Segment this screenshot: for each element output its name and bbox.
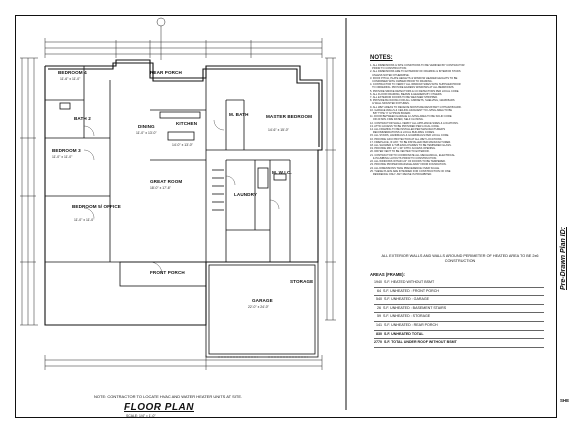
room-label: BATH 2 bbox=[74, 116, 91, 121]
room-dims: 11'-0" x 13'-0" bbox=[136, 131, 157, 135]
note-line: 12. CONTRACTOR SHALL VERIFY ALL APPLIANCE SIZES & LOCATIONS. bbox=[370, 121, 459, 125]
room-dims: 14'-6" x 15'-0" bbox=[268, 128, 289, 132]
room-label: FRONT PORCH bbox=[150, 270, 185, 275]
area-line: 64 S.F. UNHEATED : FRONT PORCH bbox=[374, 288, 544, 297]
room-label: M. BATH bbox=[229, 112, 249, 117]
notes-heading: NOTES: bbox=[370, 55, 393, 61]
note-line: RESIDENCE ONLY. ANY REUSE IS PROHIBITED. bbox=[370, 172, 432, 176]
sheet-label: SHE bbox=[560, 398, 570, 403]
room-label: KITCHEN bbox=[176, 121, 198, 126]
area-line: 26 S.F. UNHEATED : BASEMENT STAIRS bbox=[374, 305, 544, 314]
note-line: 21. CONTRACTOR TO COORDINATE ALL MECHANICAL, ELECTRICAL bbox=[370, 153, 455, 157]
hvac-note: NOTE: CONTRACTOR TO LOCATE HVAC AND WATER HEATER UNITS AT SITE. bbox=[94, 394, 243, 399]
note-line: 19. PROVIDE MIN. 22" x 30" ATTIC ACCESS OPENING. bbox=[370, 147, 436, 151]
note-line: 8. PROVIDE BLOCKING FOR ALL CABINETS, SHELVING, GRAB BARS bbox=[370, 99, 455, 103]
notes-list bbox=[370, 64, 550, 176]
room-dims: 22'-0" x 24'-0" bbox=[248, 305, 269, 309]
area-line: 1940 S.F. HEATED WITHOUT BSMT bbox=[374, 279, 544, 288]
note-line: 25. THESE PLANS ARE INTENDED FOR CONSTRUCTION OF ONE bbox=[370, 169, 451, 173]
note-line: & PLUMBING LAYOUTS PRIOR TO CONSTRUCTION. bbox=[370, 156, 438, 160]
note-line: 24. ALL DIMENSIONS TAKE PRECEDENCE OVER SCALE. bbox=[370, 166, 440, 170]
note-line: & WALL MOUNTED FIXTURES. bbox=[370, 102, 410, 106]
areas-heading: AREAS (FRAME): bbox=[370, 272, 405, 277]
room-label: BEDROOM 3 bbox=[52, 148, 81, 153]
note-line: 22. ALL WINDOWS WITHIN 24" OF DOORS TO BE TEMPERED. bbox=[370, 160, 446, 164]
note-line: 10. GARAGE WALLS & CEILING ADJACENT TO LIVING AREA TO BE bbox=[370, 108, 452, 112]
note-line: 15. ALL STAIRS, HANDRAILS & GUARDRAILS PER LOCAL CODE. bbox=[370, 134, 450, 138]
room-dims: 14'-0" x 13'-0" bbox=[172, 143, 193, 147]
note-line: 18. ALL SHOWER & TUB ENCLOSURES TO BE TEMPERED GLASS. bbox=[370, 144, 452, 148]
room-label: GREAT ROOM bbox=[150, 179, 183, 184]
room-dims: 18'-0" x 17'-6" bbox=[150, 186, 171, 190]
area-line: 540 S.F. UNHEATED : GARAGE bbox=[374, 296, 544, 305]
note-line: 5. PROVIDE SMOKE DETECTORS & CO DETECTORS PER LOCAL CODE. bbox=[370, 89, 460, 93]
perimeter-note: ALL EXTERIOR WALLS AND WALLS AROUND PERIMETER OF HEATED AREA TO BE 2x6 CONSTRUCTION bbox=[381, 254, 539, 263]
area-line: 141 S.F. UNHEATED : REAR PORCH bbox=[374, 322, 544, 331]
note-line: 14. ALL FRAMING TO BE INSTALLED PER MANUFACTURER'S bbox=[370, 128, 446, 132]
area-line: 2770 S.F. TOTAL UNDER ROOF WITHOUT BSMT bbox=[374, 339, 544, 348]
room-label: MASTER BEDROOM bbox=[266, 114, 313, 119]
room-label: LAUNDRY bbox=[234, 192, 257, 197]
room-dims: 11'-6" x 11'-0" bbox=[60, 77, 81, 81]
note-line: RECOMMENDATIONS & LOCAL BUILDING CODES. bbox=[370, 131, 435, 135]
plan-scale: SCALE: 1/4" = 1'-0" bbox=[126, 414, 156, 418]
note-line: PRIOR TO CONSTRUCTION. bbox=[370, 67, 407, 71]
note-line: 5/8" TYPE 'X' GYPSUM BOARD. bbox=[370, 112, 411, 116]
note-line: 3. ROOF PITCH, PLATE HEIGHTS & WINDOW HEADER HEIGHTS TO BE bbox=[370, 76, 458, 80]
room-label: BEDROOM 4 bbox=[58, 70, 87, 75]
note-line: 11. DOOR BETWEEN GARAGE & LIVING AREA TO BE SOLID CORE bbox=[370, 115, 452, 119]
note-line: 4. CONTRACTOR TO VERIFY ALL WINDOW SIZES WITH SUPPLIER PRIOR bbox=[370, 83, 461, 87]
note-line: 9. ALL WET AREAS TO RECEIVE MOISTURE RESISTANT GYPSUM BOARD. bbox=[370, 105, 462, 109]
note-line: TO ORDERING. PROVIDE EGRESS WINDOWS AT ALL BEDROOMS. bbox=[370, 86, 455, 90]
note-line: 20. DRYER VENT TO BE VENTED TO EXTERIOR. bbox=[370, 150, 430, 154]
plan-id-label: Pre-Drawn Plan ID: bbox=[560, 226, 567, 290]
room-dims: 11'-0" x 11'-0" bbox=[52, 155, 73, 159]
room-label: DINING bbox=[138, 124, 155, 129]
room-label: BEDROOM 5/ OFFICE bbox=[72, 204, 121, 209]
room-label: REAR PORCH bbox=[150, 70, 182, 75]
note-line: 7. ALL EXTERIOR DOORS TO BE WEATHER STRIPPED. bbox=[370, 96, 438, 100]
title-block-strip bbox=[556, 15, 576, 418]
note-line: 13. ATTIC ACCESS TO BE PROVIDED PER LOCAL CODE. bbox=[370, 124, 440, 128]
room-dims: 11'-0" x 11'-0" bbox=[74, 218, 95, 222]
area-line: 59 S.F. UNHEATED : STORAGE bbox=[374, 313, 544, 322]
note-line: 6. ALL FLOOR FRAMING, BEAMS & HEADERS BY OTHERS. bbox=[370, 92, 443, 96]
note-line: 23. PROVIDE PROPER DRAINAGE AWAY FROM FOUNDATION. bbox=[370, 163, 447, 167]
note-line: 2. ALL DIMENSIONS ARE TO EXTERIOR OF FRAMING & INTERIOR STUDS bbox=[370, 70, 461, 74]
plan-title: FLOOR PLAN bbox=[124, 402, 194, 413]
note-line: UNLESS NOTED OTHERWISE. bbox=[370, 73, 410, 77]
note-line: 16. PROVIDE GFCI PROTECTION AT ALL WET LOCATIONS. bbox=[370, 137, 443, 141]
areas-list bbox=[374, 279, 544, 348]
note-line: CONFIRMED WITH OWNER PRIOR TO FRAMING. bbox=[370, 80, 433, 84]
room-label: STORAGE bbox=[290, 279, 314, 284]
room-label: GARAGE bbox=[252, 298, 273, 303]
note-line: OR 20 MIN. FIRE RATED, SELF CLOSING. bbox=[370, 118, 424, 122]
note-line: 17. FIREPLACE, IF ANY, TO BE INSTALLED PER MANUFACTURER. bbox=[370, 140, 451, 144]
note-line: 1. ALL DIMENSIONS & SITE CONDITIONS TO BE VERIFIED BY CONTRACTOR bbox=[370, 64, 465, 67]
room-label: M. W.I.C. bbox=[272, 170, 292, 175]
area-line: 830 S.F. UNHEATED TOTAL bbox=[374, 331, 544, 340]
